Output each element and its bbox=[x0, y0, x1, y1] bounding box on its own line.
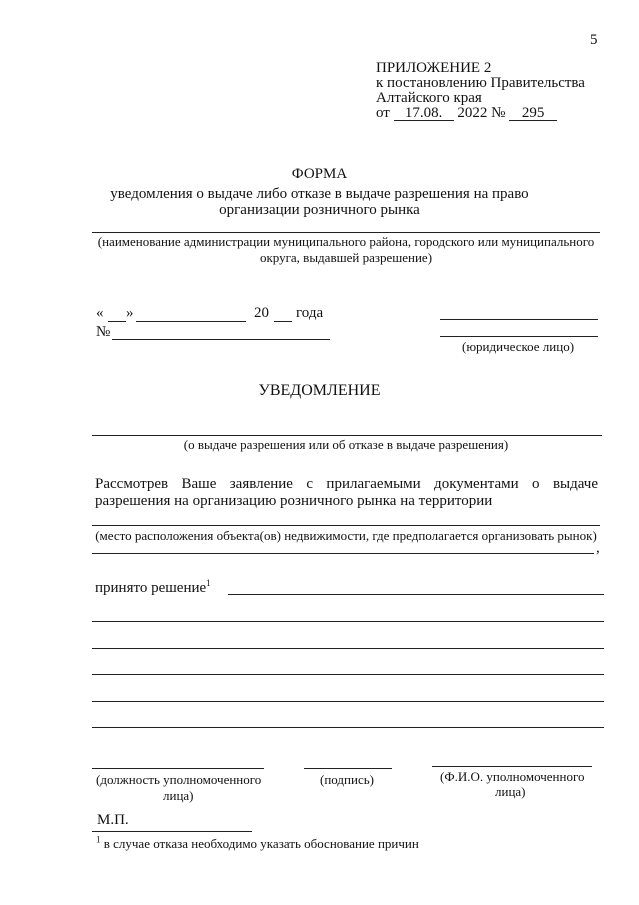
body-line-2: разрешения на организацию розничного рынка на территории bbox=[95, 493, 493, 509]
decision-line-4 bbox=[92, 674, 604, 675]
position-caption-1: (должность уполномоченного bbox=[96, 772, 262, 787]
form-title: ФОРМА bbox=[291, 166, 348, 182]
footnote-mark: 1 bbox=[96, 834, 101, 845]
decision-line-2 bbox=[92, 621, 604, 622]
appendix-number-sign: № bbox=[491, 105, 506, 121]
admin-caption-1: (наименование администрации муниципального района, городского или муниципального bbox=[97, 234, 595, 249]
page-number: 5 bbox=[590, 32, 598, 48]
admin-name-line bbox=[92, 232, 600, 233]
comma: , bbox=[596, 540, 600, 556]
notice-line bbox=[92, 435, 602, 436]
day-line bbox=[108, 321, 126, 322]
legal-entity-line-2 bbox=[440, 336, 598, 337]
form-subtitle-2: организации розничного рынка bbox=[219, 202, 420, 218]
notice-caption: (о выдаче разрешения или об отказе в выдаче разрешения) bbox=[183, 437, 509, 452]
decision-footnote-mark: 1 bbox=[206, 578, 211, 588]
number-line bbox=[112, 339, 330, 340]
footnote-text: в случае отказа необходимо указать обоснование причин bbox=[103, 836, 419, 851]
decision-label-text: принято решение bbox=[95, 580, 207, 596]
appendix-date: 17.08. bbox=[394, 106, 454, 121]
quote-close: » bbox=[126, 305, 134, 321]
year-line bbox=[274, 321, 292, 322]
quote-open: « bbox=[96, 305, 104, 321]
decision-line-6 bbox=[92, 727, 604, 728]
position-caption-2: лица) bbox=[163, 788, 194, 803]
decision-line-1 bbox=[228, 594, 604, 595]
location-line bbox=[92, 525, 600, 526]
location-line-2 bbox=[92, 553, 594, 554]
appendix-line-2: Алтайского края bbox=[376, 90, 482, 106]
appendix-number: 295 bbox=[509, 106, 557, 121]
admin-caption-2: округа, выдавшей разрешение) bbox=[259, 250, 433, 265]
legal-entity-caption: (юридическое лицо) bbox=[462, 339, 575, 354]
footnote-separator bbox=[92, 831, 252, 832]
position-line bbox=[92, 768, 264, 769]
footnote bbox=[96, 836, 419, 851]
appendix-title: ПРИЛОЖЕНИЕ 2 bbox=[376, 60, 492, 76]
appendix-from-label: от bbox=[376, 105, 390, 121]
month-line bbox=[136, 321, 246, 322]
name-caption-1: (Ф.И.О. уполномоченного bbox=[440, 769, 585, 784]
notice-title: УВЕДОМЛЕНИЕ bbox=[258, 382, 381, 399]
signature-line bbox=[304, 768, 392, 769]
appendix-year: 2022 bbox=[457, 105, 488, 121]
stamp-label: М.П. bbox=[97, 812, 129, 828]
signature-caption: (подпись) bbox=[320, 772, 374, 787]
location-caption: (место расположения объекта(ов) недвижимости, где предполагается организовать рынок) bbox=[95, 528, 597, 543]
name-caption-2: лица) bbox=[495, 784, 526, 799]
appendix-date-row bbox=[376, 105, 557, 121]
appendix-line-1: к постановлению Правительства bbox=[376, 75, 585, 91]
decision-line-5 bbox=[92, 701, 604, 702]
year-word: года bbox=[296, 305, 324, 321]
decision-line-3 bbox=[92, 648, 604, 649]
legal-entity-line-1 bbox=[440, 319, 598, 320]
form-subtitle-1: уведомления о выдаче либо отказе в выдаче разрешения на право bbox=[110, 186, 529, 202]
name-line bbox=[432, 766, 592, 767]
decision-label bbox=[95, 580, 211, 596]
number-sign: № bbox=[96, 324, 111, 340]
century-text: 20 bbox=[254, 305, 269, 321]
body-line-1: Рассмотрев Ваше заявление с прилагаемыми документами о выдаче bbox=[95, 476, 598, 492]
